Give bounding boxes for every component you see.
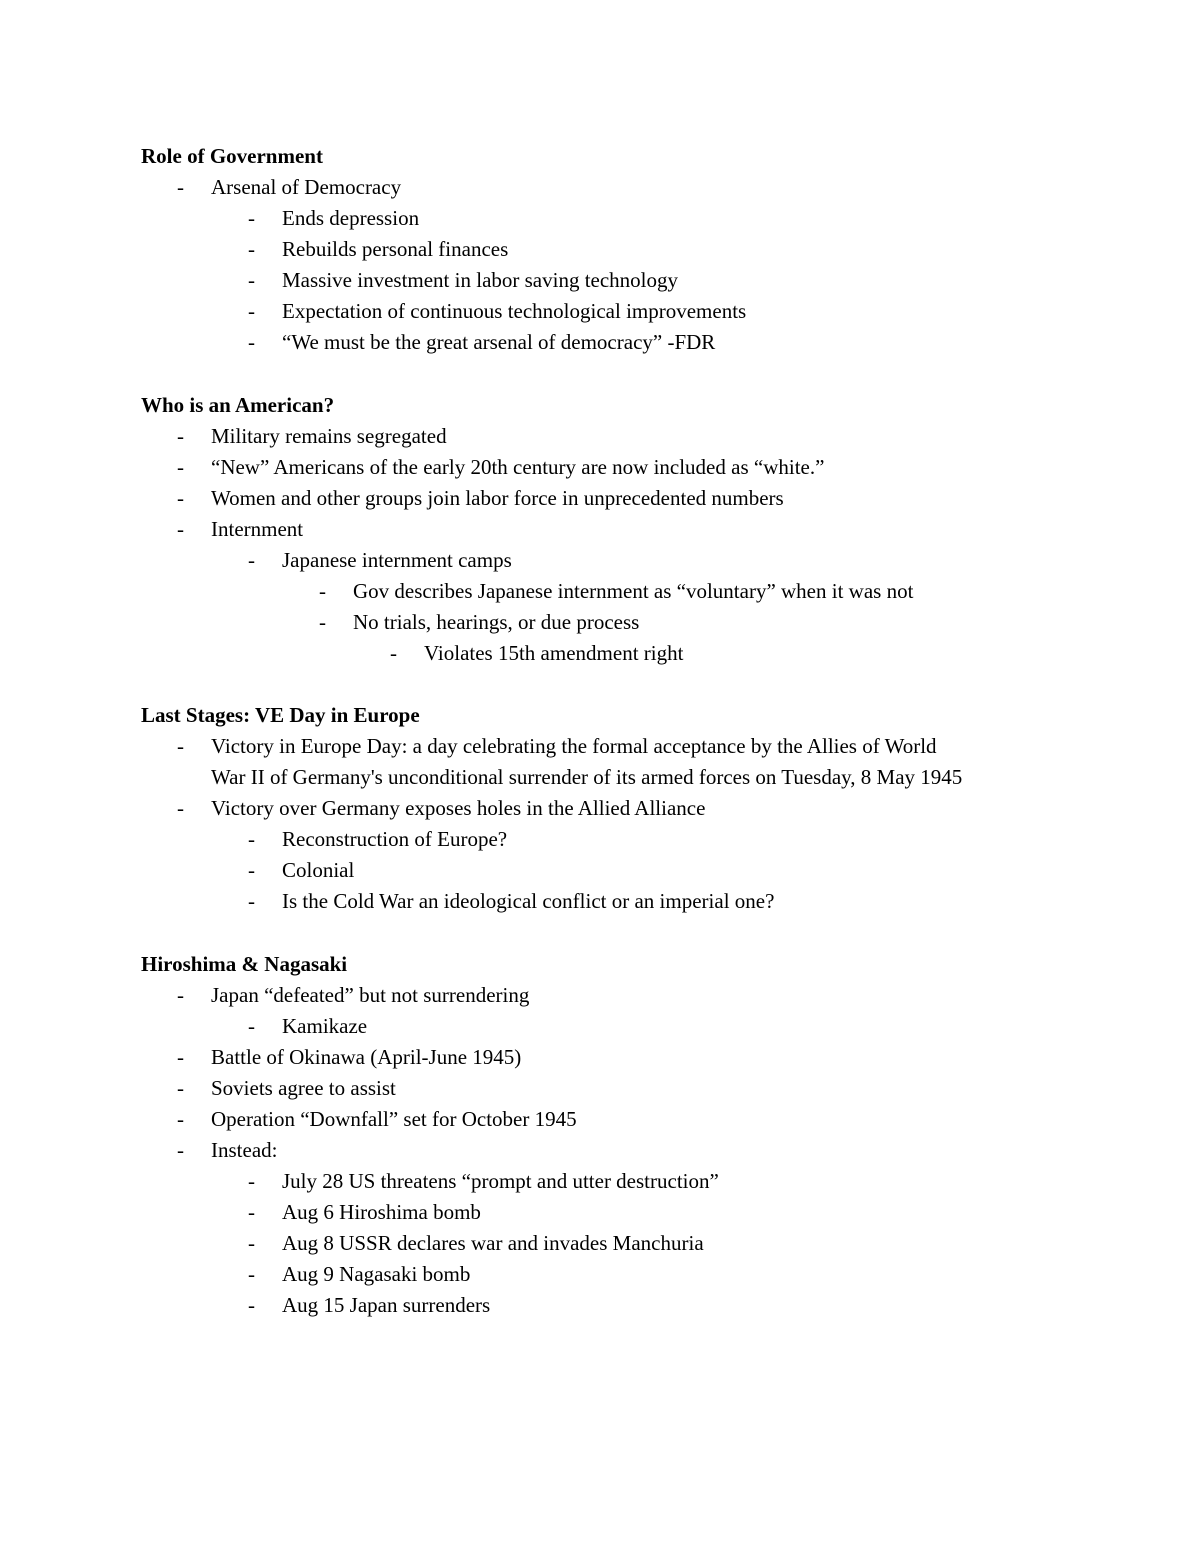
bullet-dash: - (177, 1107, 184, 1131)
bullet-dash: - (177, 1045, 184, 1069)
bullet-dash: - (177, 1138, 184, 1162)
list-item: Massive investment in labor saving technology (282, 268, 679, 292)
list-item: Ends depression (282, 206, 420, 230)
list-item: Reconstruction of Europe? (282, 827, 508, 851)
list-item: “We must be the great arsenal of democracy” -FDR (282, 330, 716, 354)
bullet-dash: - (177, 734, 184, 758)
list-item: Colonial (282, 858, 355, 882)
list-item: Soviets agree to assist (211, 1076, 396, 1100)
list-item: Internment (211, 517, 304, 541)
bullet-dash: - (248, 1262, 255, 1286)
bullet-dash: - (319, 610, 326, 634)
list-item: Instead: (211, 1138, 278, 1162)
bullet-dash: - (177, 486, 184, 510)
list-item: Aug 8 USSR declares war and invades Manchuria (282, 1231, 704, 1255)
list-item: “New” Americans of the early 20th century are now included as “white.” (211, 455, 825, 479)
list-item: Violates 15th amendment right (424, 641, 684, 665)
bullet-dash: - (248, 889, 255, 913)
list-item: July 28 US threatens “prompt and utter destruction” (282, 1169, 719, 1193)
bullet-dash: - (177, 796, 184, 820)
list-item: Rebuilds personal finances (282, 237, 509, 261)
section-heading: Hiroshima & Nagasaki (141, 952, 348, 976)
bullet-dash: - (248, 1169, 255, 1193)
list-item: No trials, hearings, or due process (353, 610, 640, 634)
list-item: Military remains segregated (211, 424, 447, 448)
list-item: Japanese internment camps (282, 548, 512, 572)
list-item-continuation: War II of Germany's unconditional surrender of its armed forces on Tuesday, 8 May 1945 (211, 765, 963, 789)
list-item: Arsenal of Democracy (211, 175, 402, 199)
bullet-dash: - (248, 827, 255, 851)
bullet-dash: - (177, 1076, 184, 1100)
list-item: Kamikaze (282, 1014, 368, 1038)
bullet-dash: - (248, 1231, 255, 1255)
bullet-dash: - (248, 268, 255, 292)
bullet-dash: - (177, 455, 184, 479)
list-item: Expectation of continuous technological improvements (282, 299, 747, 323)
list-item: Aug 15 Japan surrenders (282, 1293, 491, 1317)
bullet-dash: - (177, 983, 184, 1007)
bullet-dash: - (319, 579, 326, 603)
bullet-dash: - (248, 1293, 255, 1317)
list-item: Japan “defeated” but not surrendering (211, 983, 530, 1007)
list-item: Battle of Okinawa (April-June 1945) (211, 1045, 522, 1069)
bullet-dash: - (248, 1014, 255, 1038)
list-item: Is the Cold War an ideological conflict or an imperial one? (282, 889, 775, 913)
bullet-dash: - (248, 548, 255, 572)
section-heading: Who is an American? (141, 393, 335, 417)
list-item: Gov describes Japanese internment as “voluntary” when it was not (353, 579, 914, 603)
list-item: Aug 9 Nagasaki bomb (282, 1262, 471, 1286)
bullet-dash: - (248, 1200, 255, 1224)
bullet-dash: - (177, 424, 184, 448)
bullet-dash: - (177, 517, 184, 541)
list-item: Victory in Europe Day: a day celebrating the formal acceptance by the Allies of World (211, 734, 937, 758)
bullet-dash: - (390, 641, 397, 665)
bullet-dash: - (177, 175, 184, 199)
bullet-dash: - (248, 299, 255, 323)
section-heading: Last Stages: VE Day in Europe (141, 703, 420, 727)
bullet-dash: - (248, 237, 255, 261)
list-item: Victory over Germany exposes holes in the Allied Alliance (211, 796, 706, 820)
list-item: Women and other groups join labor force in unprecedented numbers (211, 486, 784, 510)
bullet-dash: - (248, 858, 255, 882)
list-item: Operation “Downfall” set for October 1945 (211, 1107, 577, 1131)
bullet-dash: - (248, 330, 255, 354)
section-heading: Role of Government (141, 144, 323, 168)
list-item: Aug 6 Hiroshima bomb (282, 1200, 481, 1224)
bullet-dash: - (248, 206, 255, 230)
